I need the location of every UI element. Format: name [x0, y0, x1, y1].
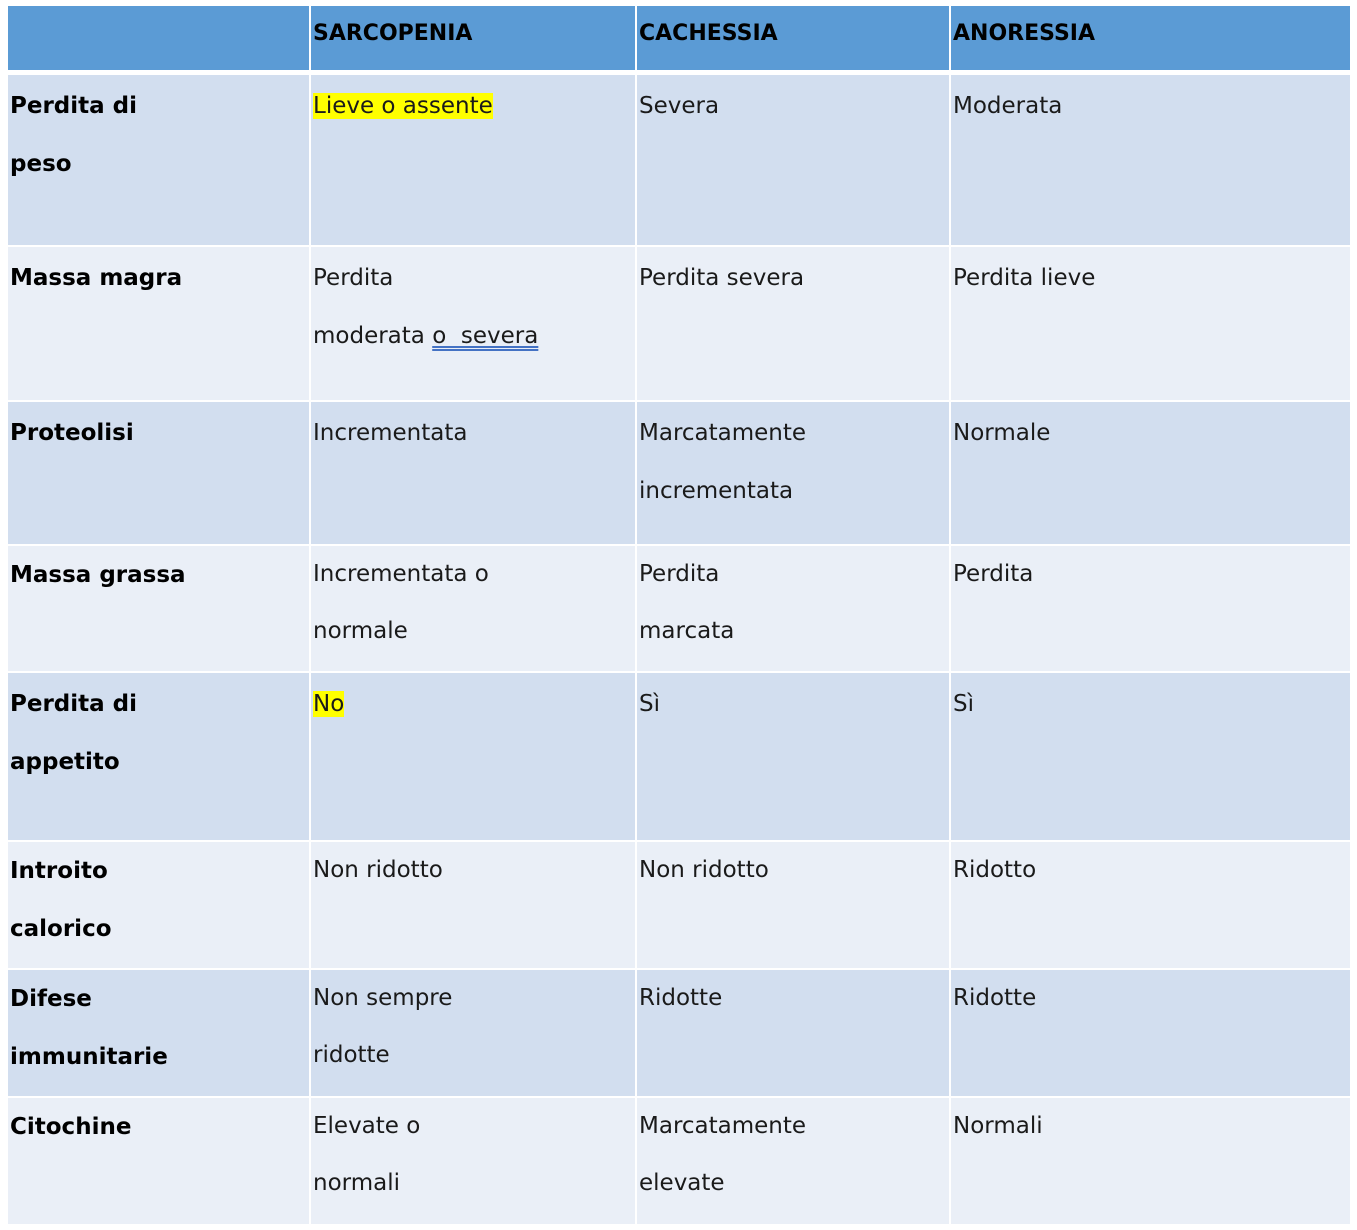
cell-anoressia: Normale [951, 402, 1350, 546]
cell-sarcopenia: Perdita moderata o severa [311, 247, 637, 402]
cell-anoressia: Sì [951, 673, 1350, 842]
cell-anoressia: Perdita [951, 546, 1350, 673]
table-row [8, 546, 1350, 673]
cell-sarcopenia: Incrementata o normale [311, 546, 637, 673]
table-row [8, 673, 1350, 842]
header-cachessia: CACHESSIA [637, 6, 951, 75]
cell-cachessia: Sì [637, 673, 951, 842]
row-label-perdita-di-peso: Perdita di peso [8, 75, 311, 247]
comparison-table [8, 6, 1350, 1226]
header-anoressia: ANORESSIA [951, 6, 1350, 75]
row-label-citochine: Citochine [8, 1098, 311, 1226]
cell-anoressia: Perdita lieve [951, 247, 1350, 402]
header-empty-cell [8, 6, 311, 75]
row-label-perdita-di-appetito: Perdita di appetito [8, 673, 311, 842]
cell-sarcopenia: Elevate o normali [311, 1098, 637, 1226]
header-row [8, 6, 1350, 75]
spellcheck-underlined-text: o severa [432, 323, 539, 349]
table-row [8, 842, 1350, 970]
cell-cachessia: Marcatamente incrementata [637, 402, 951, 546]
cell-sarcopenia [311, 673, 637, 842]
cell-anoressia: Ridotto [951, 842, 1350, 970]
cell-cachessia: Severa [637, 75, 951, 247]
highlighted-text: Lieve o assente [313, 93, 493, 119]
cell-cachessia: Perdita marcata [637, 546, 951, 673]
table-row [8, 1098, 1350, 1226]
cell-sarcopenia: Non ridotto [311, 842, 637, 970]
table-row [8, 247, 1350, 402]
cell-anoressia: Ridotte [951, 970, 1350, 1098]
cell-anoressia: Moderata [951, 75, 1350, 247]
cell-cachessia: Ridotte [637, 970, 951, 1098]
cell-sarcopenia: Non sempre ridotte [311, 970, 637, 1098]
comparison-table-container [8, 6, 1350, 1226]
header-sarcopenia: SARCOPENIA [311, 6, 637, 75]
cell-cachessia: Perdita severa [637, 247, 951, 402]
highlighted-text: No [313, 691, 345, 717]
table-row [8, 402, 1350, 546]
cell-sarcopenia: Incrementata [311, 402, 637, 546]
table-row [8, 75, 1350, 247]
row-label-difese-immunitarie: Difese immunitarie [8, 970, 311, 1098]
cell-anoressia: Normali [951, 1098, 1350, 1226]
row-label-massa-magra: Massa magra [8, 247, 311, 402]
row-label-proteolisi: Proteolisi [8, 402, 311, 546]
cell-sarcopenia [311, 75, 637, 247]
row-label-massa-grassa: Massa grassa [8, 546, 311, 673]
row-label-introito-calorico: Introito calorico [8, 842, 311, 970]
cell-cachessia: Non ridotto [637, 842, 951, 970]
cell-cachessia: Marcatamente elevate [637, 1098, 951, 1226]
table-row [8, 970, 1350, 1098]
